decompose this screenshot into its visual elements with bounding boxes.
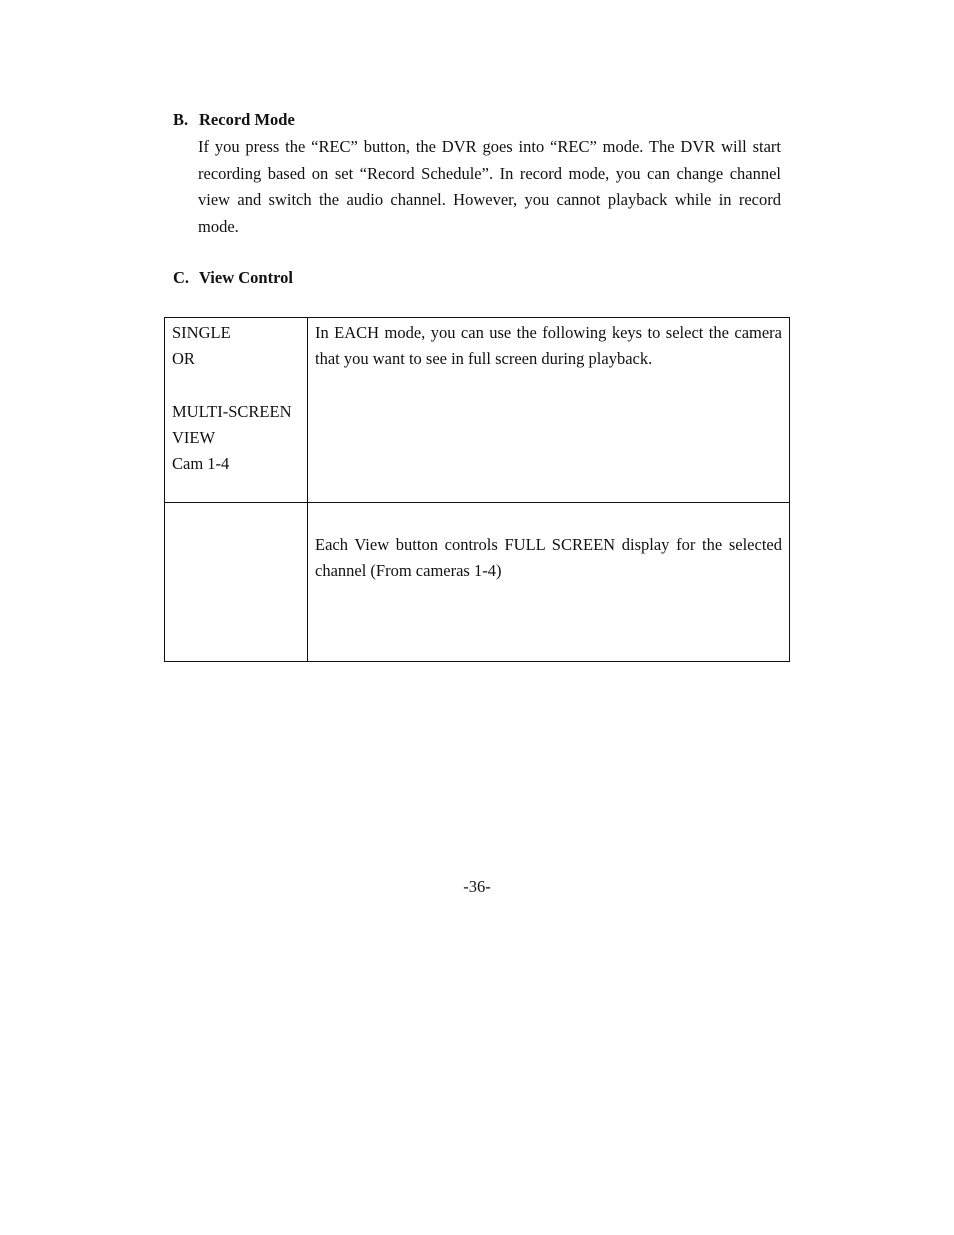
table-cell-description: In EACH mode, you can use the following keys to select the camera that you want to see in full screen during playback. [308, 318, 790, 503]
section-heading-record-mode [173, 110, 295, 130]
mode-line: OR [172, 349, 195, 369]
section-title: Record Mode [199, 110, 295, 129]
mode-line: VIEW [172, 428, 216, 448]
table-row [165, 318, 790, 503]
record-mode-paragraph: If you press the “REC” button, the DVR goes into “REC” mode. The DVR will start recording based on set “Record Schedule”. In record mode, you can change channel view and switch the audio channel. However, you cannot playback while in record mode. [198, 137, 781, 236]
table-cell-description: Each View button controls FULL SCREEN display for the selected channel (From cameras 1-4) [308, 503, 790, 662]
section-title: View Control [199, 268, 293, 287]
mode-line-blank [172, 373, 307, 399]
page-number: -36- [463, 877, 491, 896]
mode-line: Cam 1-4 [172, 454, 230, 474]
mode-line: SINGLE [172, 323, 231, 342]
section-letter: B. [173, 110, 189, 129]
table-row [165, 503, 790, 662]
table-cell-mode [165, 318, 308, 503]
view-control-table [164, 317, 790, 662]
mode-line: MULTI-SCREEN [172, 401, 292, 421]
section-heading-view-control [173, 268, 293, 288]
section-letter: C. [173, 268, 190, 287]
table-cell-mode [165, 503, 308, 662]
